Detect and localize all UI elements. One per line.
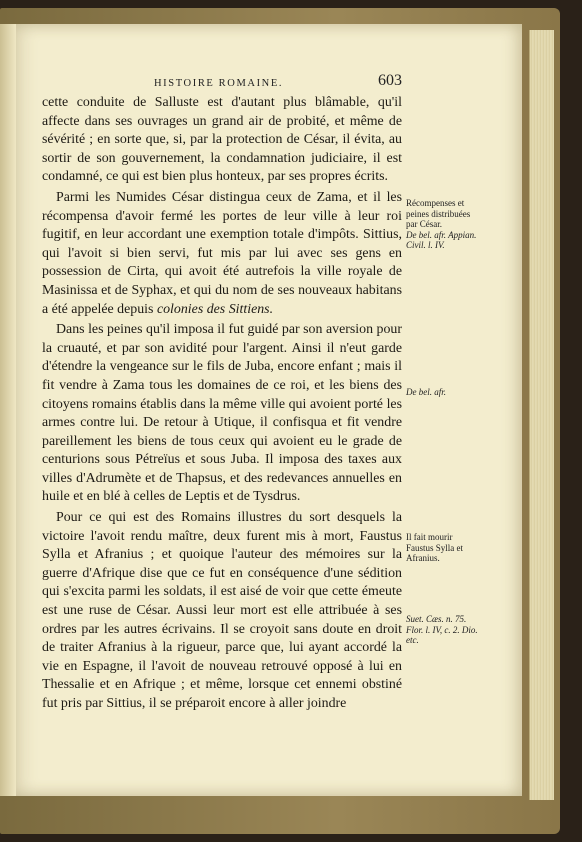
page-number: 603 [378,72,402,89]
paragraph-4: Pour ce qui est des Romains illustres du sort desquels la victoire l'avoit rendu maître, deux furent mis à mort, Faustus Sylla et Afranius ; et quoique l'auteur des mémoires sur la guerre d'Afrique dise que ce fut en conséquence d'une sédition qui s'excita parmi les soldats, il est aisé de voir que cette émeute est une ruse de César. Aussi leur mort est elle attribuée à ses ordres par les autres écrivains. Il se croyoit sans doute en droit de traiter Afranius à la rigueur, parce que, lui ayant accordé la vie en Espagne, il l'avoit de nouveau retrouvé opposé à lui en Thessalie et en Afrique ; et même, lorsque cet ennemi obstiné fut pris par Sittius, il se préparoit encore à aller joindre [42,510,402,711]
paragraph-2 [42,189,402,319]
main-text [42,94,402,714]
paragraph-3: Dans les peines qu'il imposa il fut guidé par son aversion pour la cruauté, et par son avidité pour l'argent. Ainsi il n'eut garde d'étendre la vengeance sur le fils de Juba, encore enfant ; mais il fit vendre à Zama tous les domaines de ce roi, et les biens des citoyens romains établis dans la même ville qui avoient porté les armes contre lui. De retour à Utique, il confisqua et fit vendre pareillement les biens de tous ceux qui avoient eu le grade de centurions sous Pétreïus et sous Juba. Il imposa des taxes aux villes d'Adrumète et de Thapsus, et des redevances annuelles en huile et en blé à celles de Leptis et de Tysdrus. [42,322,402,505]
running-title: HISTOIRE ROMAINE. [154,78,284,89]
margin-note-1-title: Récompenses et peines distribuées par César. [406,198,471,229]
page-gutter [0,24,16,796]
margin-note-4: Suet. Cæs. n. 75. Flor. l. IV, c. 2. Dio. etc. [406,614,478,645]
margin-note-1 [406,198,478,251]
page-edges [529,30,554,800]
margin-note-3: Il fait mourir Faustus Sylla et Afranius. [406,532,464,563]
margin-note-1-ref: De bel. afr. Appian. Civil. l. IV. [406,229,477,250]
paragraph-2-italic: colonies des Sittiens. [156,301,274,317]
margin-note-2: De bel. afr. [406,387,446,397]
paragraph-1: cette conduite de Salluste est d'autant plus blâmable, qu'il affecte dans ses ouvrages un grand air de probité, et même de sévérité ; en sorte que, si, par la protection de César, il évita, au sortir de son gouvernement, la condamnation judiciaire, il est condamné, ce qui est bien plus honteux, par ses propres écrits. [42,95,402,185]
paragraph-2-text: Parmi les Numides César distingua ceux de Zama, et il les récompensa d'avoir fermé les portes de leur ville à leur roi fugitif, en leur accordant une exemption totale d'impôts. Sittius, qui l'avoit si bien servi, fut mis par lui avec ses gens en possession de Cirta, qui avoit été autrefois la ville royale de Masinissa et de Syphax, et qui du nom de ses nouveaux habitans a été appelée depuis [42,189,402,317]
